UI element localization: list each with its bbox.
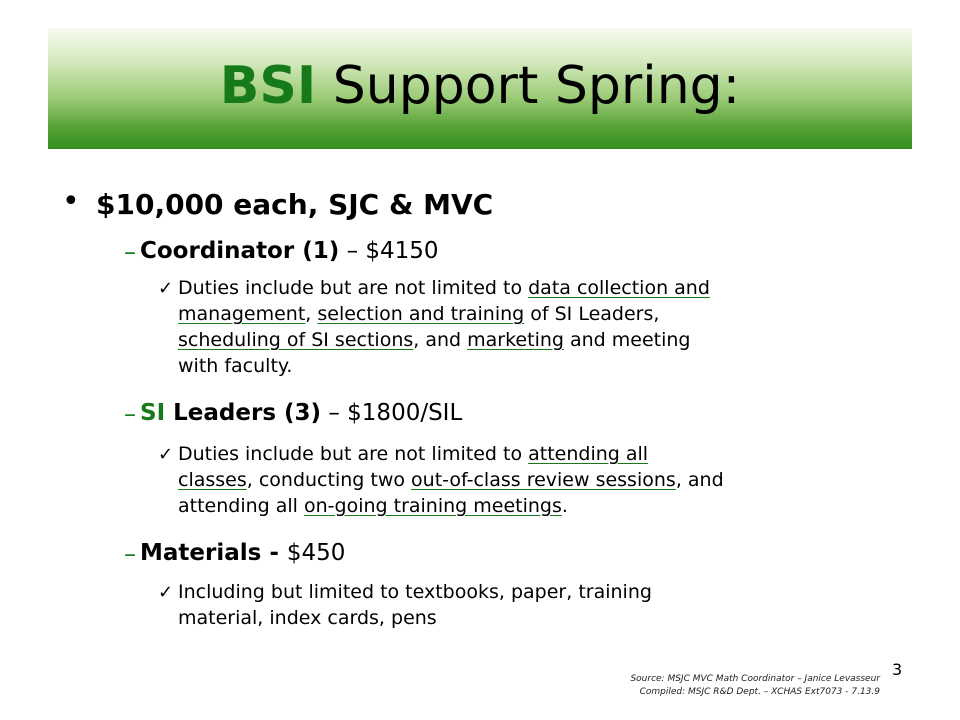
- link-scheduling[interactable]: scheduling of SI sections: [178, 329, 414, 351]
- text-run: Duties include but are not limited to: [178, 443, 529, 465]
- check-icon: ✓: [158, 582, 174, 603]
- materials-heading: [140, 540, 345, 566]
- title-accent: BSI: [219, 56, 317, 116]
- materials-label: Materials -: [140, 540, 287, 566]
- check-icon: ✓: [158, 278, 174, 299]
- footer-compiled: Compiled: MSJC R&D Dept. – XCHAS Ext7073 - 7.13.9: [639, 687, 880, 697]
- materials-amount: $450: [286, 540, 346, 566]
- text-run: with faculty.: [178, 355, 293, 377]
- text-run: , and: [675, 469, 724, 491]
- text-line: [178, 467, 878, 493]
- text-run: , conducting two: [246, 469, 412, 491]
- text-run: Duties include but are not limited to: [178, 277, 529, 299]
- link-data-collection[interactable]: data collection and: [528, 277, 710, 299]
- link-classes[interactable]: classes: [178, 469, 247, 491]
- text-line: [178, 301, 878, 327]
- si-leaders-duties: [178, 441, 878, 519]
- si-amount: – $1800/SIL: [321, 400, 463, 426]
- dash-marker: –: [124, 238, 136, 266]
- link-management[interactable]: management: [178, 303, 306, 325]
- text-run: .: [561, 495, 568, 517]
- text-run: attending all: [178, 495, 304, 517]
- si-label-accent: SI: [140, 400, 166, 426]
- text-line: Including but limited to textbooks, paper, training: [178, 581, 652, 603]
- text-run: and meeting: [563, 329, 691, 351]
- source-footer: [630, 673, 880, 699]
- text-run: of SI Leaders,: [524, 303, 660, 325]
- text-line: [178, 275, 878, 301]
- coordinator-duties: [178, 275, 878, 379]
- page-number: 3: [892, 660, 903, 679]
- text-line: [178, 441, 878, 467]
- coordinator-heading: [140, 238, 439, 264]
- text-line: [178, 493, 878, 519]
- title-rest: Support Spring:: [332, 56, 741, 116]
- materials-details: [178, 579, 878, 631]
- si-label: Leaders (3): [165, 400, 322, 426]
- coordinator-amount: – $4150: [346, 238, 439, 264]
- dash-marker: –: [124, 540, 136, 568]
- link-attending-all[interactable]: attending all: [528, 443, 649, 465]
- text-run: , and: [413, 329, 468, 351]
- coordinator-label: Coordinator (1): [140, 238, 340, 264]
- link-selection-training[interactable]: selection and training: [317, 303, 525, 325]
- text-run: ,: [305, 303, 318, 325]
- text-line: [178, 353, 878, 379]
- dash-marker: –: [124, 400, 136, 428]
- main-heading: $10,000 each, SJC & MVC: [96, 188, 494, 221]
- text-line: material, index cards, pens: [178, 607, 437, 629]
- footer-source: Source: MSJC MVC Math Coordinator – Janice Levasseur: [630, 674, 880, 684]
- link-review-sessions[interactable]: out-of-class review sessions: [411, 469, 676, 491]
- si-leaders-heading: [140, 400, 462, 426]
- text-line: [178, 327, 878, 353]
- check-icon: ✓: [158, 444, 174, 465]
- bullet-dot: •: [62, 184, 80, 219]
- link-training-meetings[interactable]: on-going training meetings: [304, 495, 562, 517]
- link-marketing[interactable]: marketing: [467, 329, 564, 351]
